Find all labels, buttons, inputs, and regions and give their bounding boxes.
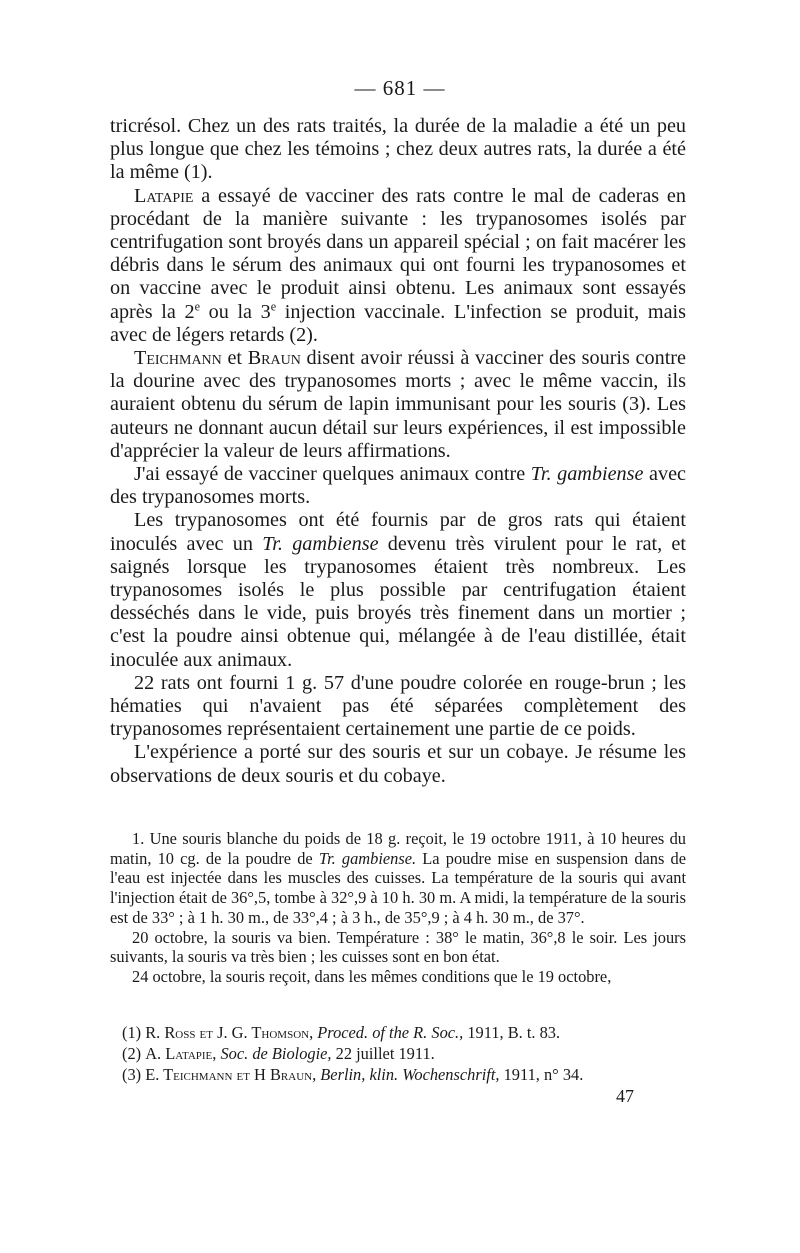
paragraph-2-text: a essayé de vacciner des rats contre le mal de caderas en procédant de la manière suivante : les trypanosomes isolés par centrifugation sont broyés dans un appareil spécial ; on fait macérer les débris dans le sérum des animaux qui ont fourni les trypanosomes et on vaccine avec le produit ainsi obtenu. Les animaux sont essayés après la 2	[110, 184, 686, 323]
observations	[110, 829, 686, 987]
paragraph-4-text: J'ai essayé de vacciner quelques animaux contre	[134, 463, 531, 486]
page-number: — 681 —	[354, 76, 446, 100]
footnote-1-authors: R. Ross et J. G. Thomson,	[145, 1023, 314, 1042]
footnote-3-journal: Berlin, klin. Wochenschrift,	[316, 1065, 500, 1084]
species-name: Tr. gambiense	[262, 532, 379, 555]
paragraph-6: 22 rats ont fourni 1 g. 57 d'une poudre colorée en rouge-brun ; les hématies qui n'avaient pas été séparées complètement des trypanosomes représentaient certainement une partie de ce poids.	[110, 671, 686, 741]
paragraph-5-text: Les trypanosomes ont été fournis par de gros rats qui étaient inoculés avec un	[110, 509, 686, 555]
footnote-1	[122, 1022, 686, 1043]
footnote-1-rest: 1911, B. t. 83.	[463, 1023, 561, 1042]
footnote-2-rest: 22 juillet 1911.	[331, 1044, 435, 1063]
species-name: Tr. gambiense.	[318, 848, 417, 868]
author-latapie: Latapie	[134, 184, 194, 207]
main-text	[110, 115, 686, 788]
observation-1-text: 1. Une souris blanche du poids de 18 g. reçoit, le 19 octobre 1911, à 10 heures du matin, 10 cg. de la poudre de	[110, 829, 686, 868]
paragraph-5-end: devenu très virulent pour le rat, et saignés lorsque les trypanosomes étaient très nombreux. Les trypanosomes isolés le plus possible par centrifugation étaient desséchés dans le vide, puis broyés très finement dans un mortier ; c'est la poudre ainsi obtenue qui, mélangée à de l'eau distillée, était inoculée aux animaux.	[110, 532, 687, 671]
paragraph-5	[110, 509, 686, 671]
footnote-3-authors: E. Teichmann et H Braun,	[145, 1065, 317, 1084]
paragraph-3	[110, 347, 686, 463]
footnote-2	[122, 1043, 686, 1064]
footnote-3-rest: 1911, n° 34.	[499, 1065, 584, 1084]
observation-3: 24 octobre, la souris reçoit, dans les mêmes conditions que le 19 octobre,	[132, 966, 612, 986]
ordinal-sup-1: e	[194, 298, 200, 313]
observation-1-end: La poudre mise en suspension dans de l'eau est injectée dans les muscles des cuisses. La température de la souris qui avant l'injection était de 36°,5, tombe à 32°,9 à 10 h. 30 m. A midi, la température de la souris est de 33° ; à 1 h. 30 m., de 33°,4 ; à 3 h., de 35°,9 ; à 4 h. 30 m., de 37°.	[110, 848, 687, 927]
paragraph-2-mid: ou la 3	[199, 300, 271, 323]
footnote-1-num: (1)	[122, 1023, 146, 1042]
paragraph-4	[110, 463, 686, 509]
paragraph-1: tricrésol. Chez un des rats traités, la durée de la maladie a été un peu plus longue que chez les témoins ; chez deux autres rats, la durée a été la même (1).	[110, 115, 686, 184]
signature-mark: 47	[616, 1086, 634, 1106]
paragraph-7: L'expérience a porté sur des souris et sur un cobaye. Je résume les observations de deux souris et du cobaye.	[110, 741, 686, 787]
footnote-2-num: (2)	[122, 1044, 146, 1063]
footnotes	[122, 1022, 686, 1085]
observation-1	[110, 829, 686, 928]
paragraph-4-end: avec des trypanosomes morts.	[110, 463, 687, 509]
author-braun: Braun	[247, 347, 301, 370]
footnote-1-journal: Proced. of the R. Soc.,	[313, 1023, 464, 1042]
paragraph-3-text: disent avoir réussi à vacciner des souris contre la dourine avec des trypanosomes morts ; avec le même vaccin, ils auraient obtenu du sérum de lapin immunisant pour les souris (3). Les auteurs ne donnant aucun détail sur leurs expériences, il est impossible d'apprécier la valeur de leurs affirmations.	[110, 347, 686, 462]
paragraph-2-end: injection vaccinale. L'infection se produit, mais avec de légers retards (2).	[110, 300, 686, 346]
observation-2: 20 octobre, la souris va bien. Température : 38° le matin, 36°,8 le soir. Les jours suivants, la souris va très bien ; les cuisses sont en bon état.	[110, 927, 686, 967]
author-teichmann: Teichmann	[134, 347, 222, 370]
footnote-3-num: (3)	[122, 1065, 146, 1084]
ordinal-sup-2: e	[270, 298, 277, 313]
species-name: Tr. gambiense	[530, 463, 644, 486]
footnote-2-journal: Soc. de Biologie,	[216, 1044, 332, 1063]
paragraph-2	[110, 185, 686, 347]
paragraph-3-and: et	[221, 347, 248, 370]
footnote-2-authors: A. Latapie,	[145, 1044, 217, 1063]
footnote-3	[122, 1064, 686, 1085]
